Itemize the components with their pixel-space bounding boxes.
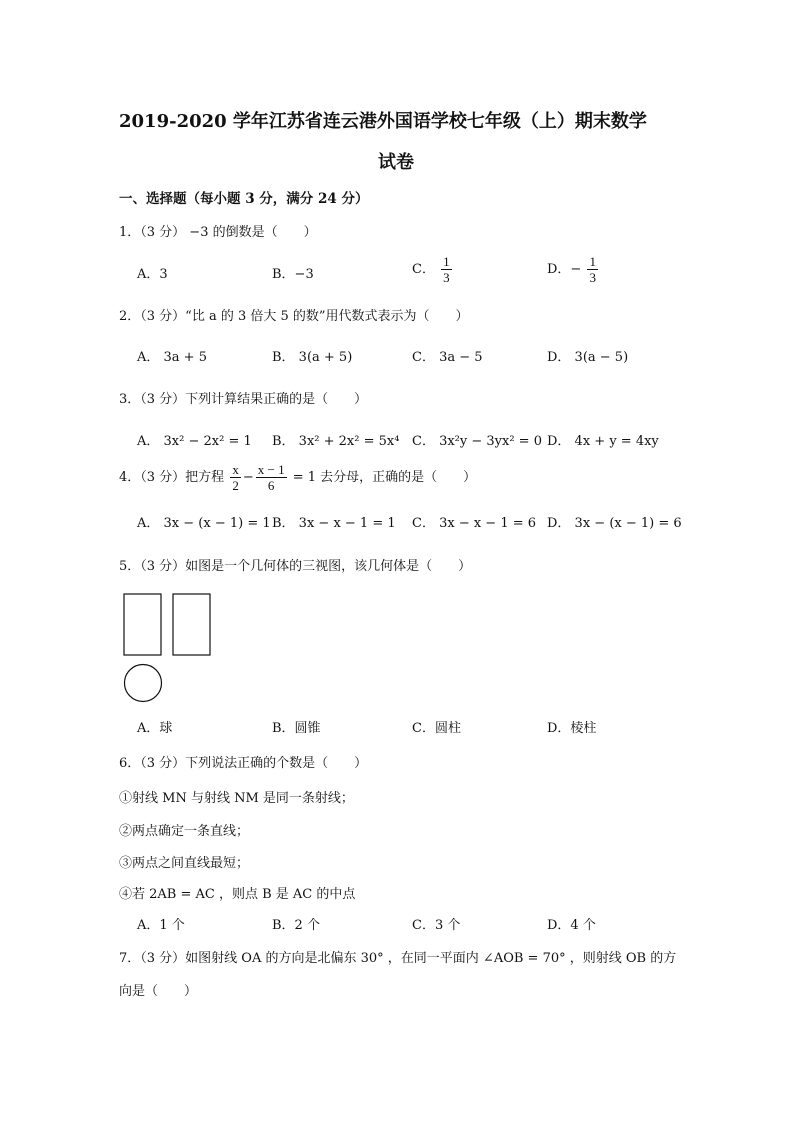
question-6-statement-2: ②两点确定一条直线； <box>119 824 250 839</box>
question-1-option-a: A．3 <box>137 267 168 282</box>
question-4-option-a: A． 3x − (x − 1) = 1 <box>137 516 271 531</box>
fraction-denominator: 6 <box>267 478 275 493</box>
question-4-option-d: D． 3x − (x − 1) = 6 <box>547 516 682 531</box>
page-title-line2: 试卷 <box>378 152 414 173</box>
question-3-option-a: A． 3x² − 2x² = 1 <box>137 434 252 449</box>
three-view-figure <box>120 592 220 704</box>
question-6-statement-1: ①射线 MN 与射线 NM 是同一条射线； <box>119 791 354 806</box>
question-3-stem: 3．（3 分）下列计算结果正确的是（ ） <box>119 392 368 407</box>
question-4-fraction-1 <box>230 463 241 492</box>
question-7-stem-line1: 7．（3 分）如图射线 OA 的方向是北偏东 30° ，在同一平面内 ∠AOB = 70° ，则射线 OB 的方 <box>119 951 677 966</box>
question-4-option-c: C． 3x − x − 1 = 6 <box>412 516 537 531</box>
question-6-option-d: D．4 个 <box>547 918 596 933</box>
question-4-stem-suffix: = 1 去分母，正确的是（ ） <box>292 470 477 485</box>
question-5-option-a: A．球 <box>137 721 173 736</box>
question-5-stem: 5．（3 分）如图是一个几何体的三视图，该几何体是（ ） <box>119 559 472 574</box>
question-5-option-c: C．圆柱 <box>412 721 461 736</box>
question-1-option-d-fraction <box>587 255 598 284</box>
question-4-fraction-2 <box>256 463 287 492</box>
question-6-stem: 6．（3 分）下列说法正确的个数是（ ） <box>119 756 368 771</box>
question-3-option-d: D． 4x + y = 4xy <box>547 434 659 449</box>
question-5-option-d: D．棱柱 <box>547 721 597 736</box>
question-2-stem: 2．（3 分）“比 a 的 3 倍大 5 的数”用代数式表示为（ ） <box>119 309 469 324</box>
top-view-circle <box>125 665 162 702</box>
question-1-option-c-prefix: C． <box>412 262 435 277</box>
question-7-stem-line2: 向是（ ） <box>119 984 198 999</box>
question-2-option-d: D． 3(a − 5) <box>547 350 629 365</box>
fraction-numerator: 1 <box>443 254 450 269</box>
fraction-numerator: 1 <box>589 254 596 269</box>
fraction-denominator: 3 <box>589 270 596 285</box>
question-6-option-b: B．2 个 <box>272 918 320 933</box>
question-4-stem-prefix: 4．（3 分）把方程 <box>119 470 225 485</box>
question-6-statement-3: ③两点之间直线最短； <box>119 856 250 871</box>
fraction-denominator: 2 <box>232 478 239 493</box>
question-4-minus: − <box>242 470 254 485</box>
question-1-option-c-fraction <box>441 255 452 284</box>
side-view-rectangle <box>173 594 210 655</box>
question-3-option-b: B． 3x² + 2x² = 5x⁴ <box>272 434 400 449</box>
question-5-option-b: B．圆锥 <box>272 721 321 736</box>
question-1-option-c <box>412 255 454 284</box>
fraction-numerator: x − 1 <box>257 462 285 477</box>
fraction-denominator: 3 <box>443 270 450 285</box>
question-6-option-a: A．1 个 <box>137 918 185 933</box>
question-1-option-d <box>547 255 600 284</box>
question-3-option-c: C． 3x²y − 3yx² = 0 <box>412 434 542 449</box>
page-title-line1: 2019-2020 学年江苏省连云港外国语学校七年级（上）期末数学 <box>119 111 647 132</box>
front-view-rectangle <box>124 594 161 655</box>
question-4-option-b: B． 3x − x − 1 = 1 <box>272 516 396 531</box>
section-heading-multiple-choice: 一、选择题（每小题 3 分，满分 24 分） <box>119 191 369 207</box>
question-6-option-c: C．3 个 <box>412 918 461 933</box>
fraction-numerator: x <box>232 462 239 477</box>
question-2-option-a: A． 3a + 5 <box>137 350 207 365</box>
question-2-option-b: B． 3(a + 5) <box>272 350 353 365</box>
question-4-stem <box>119 463 476 492</box>
question-2-option-c: C． 3a − 5 <box>412 350 483 365</box>
question-1-option-d-prefix: D．− <box>547 262 582 277</box>
question-1-option-b: B．−3 <box>272 267 314 282</box>
question-6-statement-4: ④若 2AB = AC ，则点 B 是 AC 的中点 <box>119 887 356 902</box>
question-1-stem: 1．（3 分） −3 的倒数是（ ） <box>119 225 317 240</box>
